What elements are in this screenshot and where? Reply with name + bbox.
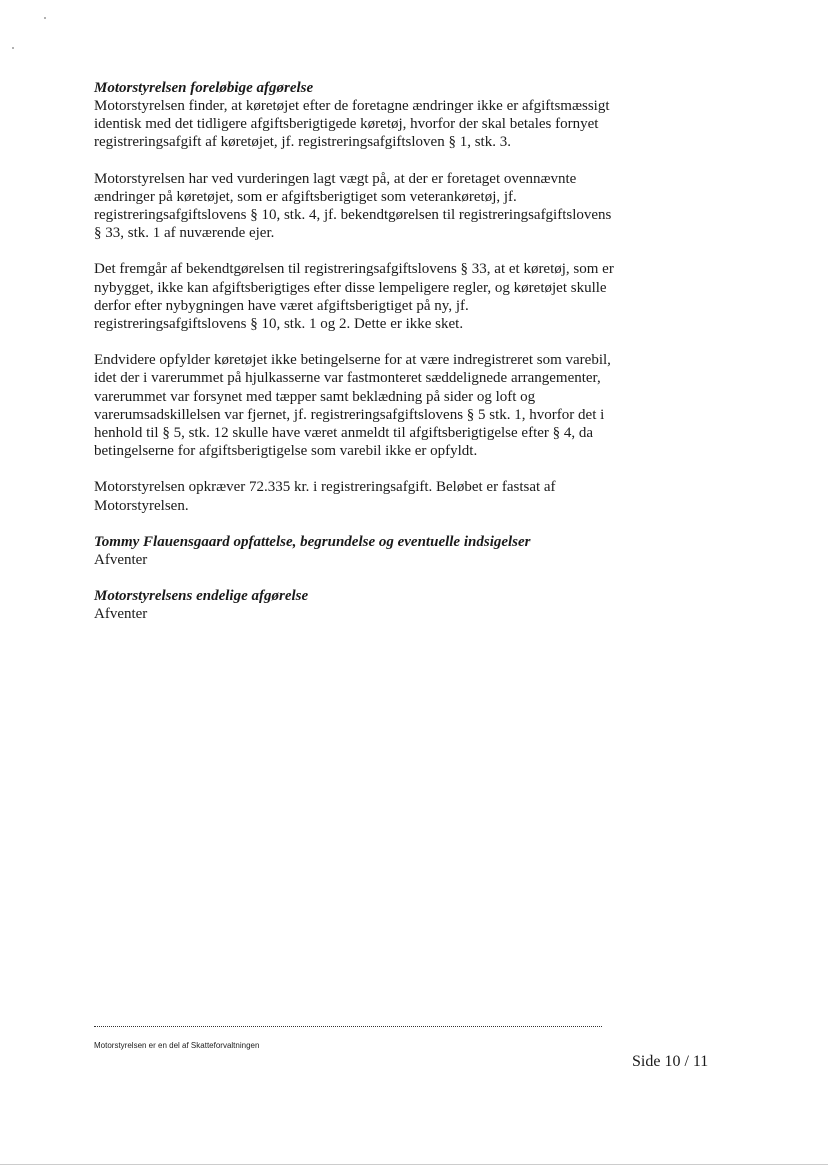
paragraph: Afventer — [94, 551, 148, 568]
footer-note: Motorstyrelsen er en del af Skatteforvaltningen — [94, 1041, 260, 1050]
paragraph: Motorstyrelsen finder, at køretøjet efter de foretagne ændringer ikke er afgiftsmæssigt identisk med det tidligere afgiftsberigtigede køretøj, hvorfor der skal betales fornyet registreringsafgift af køretøjet, jf. registreringsafgiftsloven § 1, stk. 3. — [94, 98, 610, 151]
document-body — [94, 79, 614, 623]
paragraph: Endvidere opfylder køretøjet ikke betingelserne for at være indregistreret som varebil, idet der i varerummet på hjulkasserne var fastmonteret sæddelignede arrangementer, varerummet var forsynet med tæpper samt beklædning på sider og loft og varerumsadskillelsen var fjernet, jf. registreringsafgiftslovens § 5 stk. 1, hvorfor det i henhold til § 5, stk. 12 skulle have været anmeldt til afgiftsberigtigelse efter § 4, da betingelserne for afgiftsberigtigelse som varebil ikke er opfyldt. — [94, 352, 611, 460]
page-number: Side 10 / 11 — [632, 1053, 709, 1070]
scan-speck — [44, 17, 46, 19]
section-heading-preliminary-decision: Motorstyrelsen foreløbige afgørelse — [94, 80, 314, 96]
paragraph: Motorstyrelsen opkræver 72.335 kr. i registreringsafgift. Beløbet er fastsat af Motorstyrelsen. — [94, 479, 556, 514]
paragraph: Motorstyrelsen har ved vurderingen lagt vægt på, at der er foretaget ovennævnte ændringer på køretøjet, som er afgiftsberigtiget som veterankøretøj, jf. registreringsafgiftslovens § 10, stk. 4, jf. bekendtgørelsen til registreringsafgiftslovens § 33, stk. 1 af nuværende ejer. — [94, 170, 612, 242]
section-heading-final-decision: Motorstyrelsens endelige afgørelse — [94, 588, 309, 605]
section-heading-owner-opinion: Tommy Flauensgaard opfattelse, begrundelse og eventuelle indsigelser — [94, 533, 531, 550]
scan-edge — [0, 1164, 828, 1165]
scan-speck — [12, 47, 14, 49]
paragraph: Afventer — [94, 606, 148, 623]
footer-divider — [94, 1026, 602, 1027]
paragraph: Det fremgår af bekendtgørelsen til registreringsafgiftslovens § 33, at et køretøj, som er nybygget, ikke kan afgiftsberigtiges efter disse lempeligere regler, og køretøjet skulle derfor efter nybygningen have været afgiftsberigtiget på ny, jf. registreringsafgiftslovens § 10, stk. 1 og 2. Dette er ikke sket. — [94, 261, 614, 333]
